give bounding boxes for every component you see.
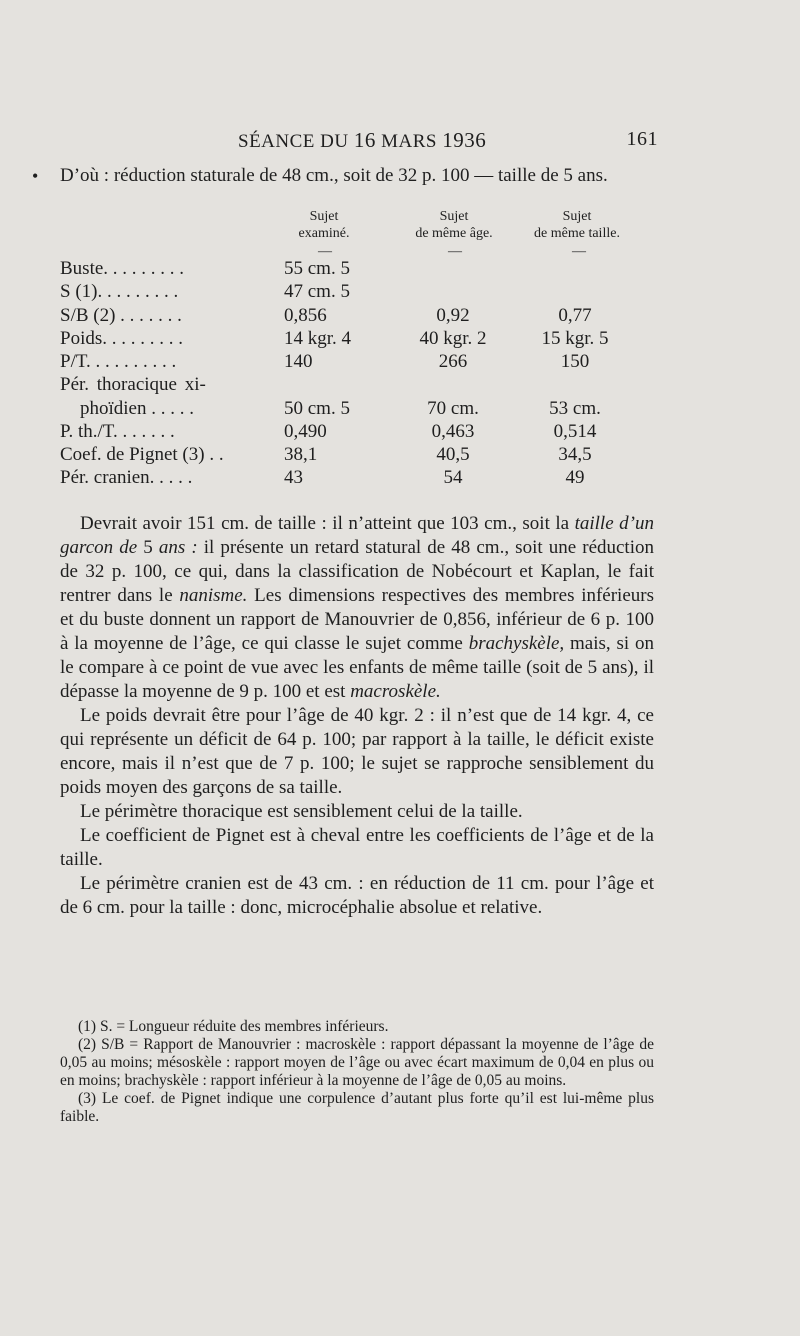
footnotes xyxy=(60,1018,654,1126)
paragraph-weight: Le poids devrait être pour l’âge de 40 kgr. 2 : il n’est que de 14 kgr. 4, ce qui représente un déficit de 64 p. 100; par rapport à la taille, le déficit existe encore, mais il n’est que de 7 p. 100; le sujet se rapproche sensiblement du poids moyen des garçons de sa taille. xyxy=(60,705,654,798)
table-row: phoïdien . . . . . 50 cm. 5 70 cm. 53 cm. xyxy=(80,398,601,419)
table-row: Poids. . . . . . . . . 14 kgr. 4 40 kgr. 2 15 kgr. 5 xyxy=(60,328,609,349)
footnote-1: (1) S. = Longueur réduite des membres inférieurs. xyxy=(78,1018,389,1035)
paragraph-stature: Devrait avoir 151 cm. de taille : il n’atteint que 103 cm., soit la taille d’un garcon de 5 ans : il présente un retard statural de 48 cm., soit une réduction de 32 p. 100, ce qui, dans la classification de Nobécourt et Kaplan, le fait rentrer dans le nanisme. Les dimensions respectives des membres inférieurs et du buste donnent un rapport de Manouvrier de 0,856, inférieur de 6 p. 100 à la moyenne de l’âge, ce qui classe le sujet comme brachyskèle, mais, si on le compare à ce point de vue avec les enfants de même taille (soit de 5 ans), il dépasse la moyenne de 9 p. 100 et est macroskèle. xyxy=(60,513,654,702)
page-number: 161 xyxy=(626,128,658,150)
footnote-2: (2) S/B = Rapport de Manouvrier : macroskèle : rapport dépassant la moyenne de l’âge de 0,05 au moins; mésoskèle : rapport moyen de l’âge ou avec écart maximum de 0,04 en plus ou en moins; brachyskèle : rapport inférieur à la moyenne de l’âge de 0,05 au moins. xyxy=(60,1036,654,1089)
table-row: S/B (2) . . . . . . . 0,856 0,92 0,77 xyxy=(60,305,592,326)
table-row: Pér. thoracique xi- xyxy=(60,374,206,395)
body-text xyxy=(60,512,654,920)
paragraph-thorax: Le périmètre thoracique est sensiblement celui de la taille. xyxy=(80,801,523,822)
running-title: SÉANCE DU 16 MARS 1936 xyxy=(238,128,487,152)
table-row: P. th./T. . . . . . . 0,490 0,463 0,514 xyxy=(60,421,597,442)
table-row: Pér. cranien. . . . . 43 54 49 xyxy=(60,467,585,488)
col-header-examine: Sujet examiné. xyxy=(298,209,350,241)
table-row: Buste. . . . . . . . . 55 cm. 5 xyxy=(60,258,350,279)
footnote-3: (3) Le coef. de Pignet indique une corpulence d’autant plus forte qu’il est lui-même plus faible. xyxy=(60,1090,654,1125)
col-dash-2: — xyxy=(448,244,462,259)
margin-bullet: • xyxy=(32,166,39,186)
running-header xyxy=(60,128,658,158)
col-header-meme-age: Sujet de même âge. xyxy=(415,209,493,241)
intro-paragraph: D’où : réduction staturale de 48 cm., soit de 32 p. 100 — taille de 5 ans. xyxy=(60,165,608,186)
col-dash-3: — xyxy=(572,244,586,259)
table-row: Coef. de Pignet (3) . . 38,1 40,5 34,5 xyxy=(60,444,592,465)
table-row: S (1). . . . . . . . . 47 cm. 5 xyxy=(60,281,350,302)
paragraph-cranium: Le périmètre cranien est de 43 cm. : en réduction de 11 cm. pour l’âge et de 6 cm. pour la taille : donc, microcéphalie absolue et relative. xyxy=(60,873,654,918)
col-header-meme-taille: Sujet de même taille. xyxy=(534,209,620,241)
table-row: P/T. . . . . . . . . . 140 266 150 xyxy=(60,351,590,372)
paragraph-pignet: Le coefficient de Pignet est à cheval entre les coefficients de l’âge et de la taille. xyxy=(60,825,654,870)
col-dash-1: — xyxy=(318,244,332,259)
